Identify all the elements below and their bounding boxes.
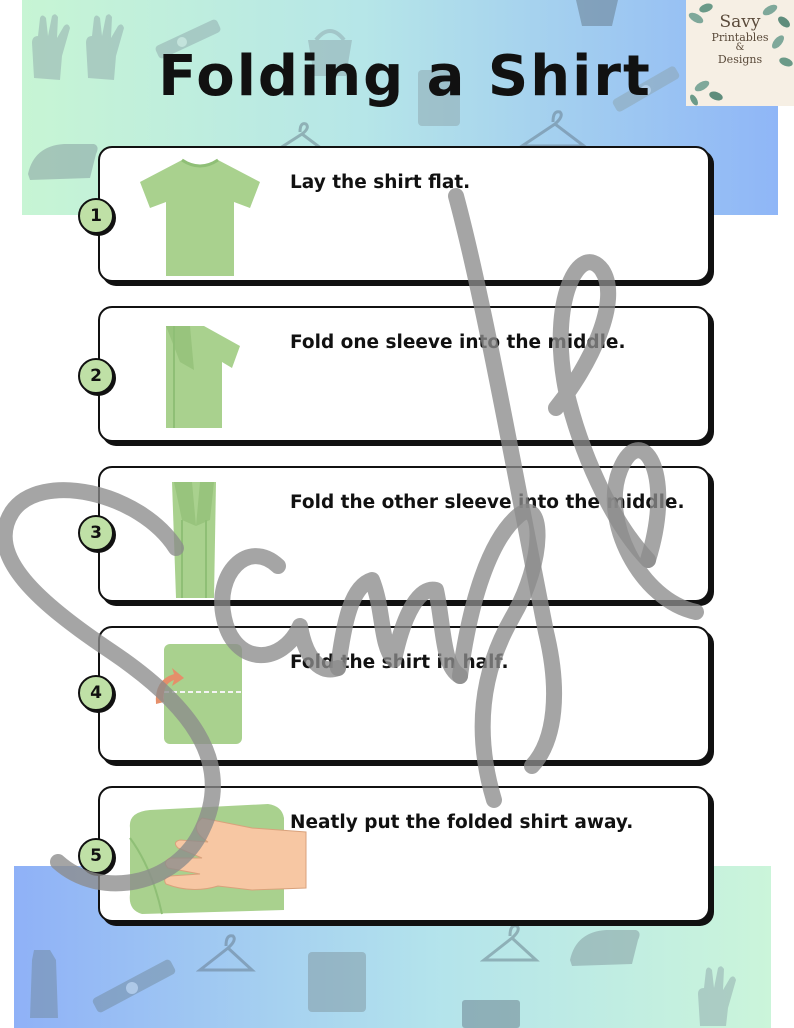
step-number-badge-1: 1: [78, 198, 114, 234]
both-sleeves-folded-shirt-icon: [166, 480, 226, 600]
brand-logo: [686, 0, 794, 106]
logo-name: Savy: [719, 12, 761, 32]
gloves-icon: [690, 960, 780, 1028]
page-title: Folding a Shirt: [158, 44, 652, 109]
step-text-4: Fold the shirt in half.: [290, 652, 509, 673]
logo-tagline: Printables: [711, 30, 769, 44]
step-number-badge-5: 5: [78, 838, 114, 874]
laundry-basket-icon: [456, 990, 526, 1028]
iron-icon: [566, 920, 646, 980]
logo-ampersand: &: [735, 42, 745, 54]
clothespin-icon: [84, 950, 184, 1020]
one-sleeve-folded-shirt-icon: [160, 322, 246, 430]
step-card-5: [98, 786, 710, 922]
logo-tagline-2: Designs: [717, 52, 763, 66]
flat-shirt-icon: [134, 156, 266, 280]
folded-clothes-icon: [304, 946, 370, 1016]
hanger-icon: [480, 920, 540, 966]
step-text-5: Neatly put the folded shirt away.: [290, 812, 634, 833]
hanger-icon: [196, 930, 256, 976]
step-number-badge-4: 4: [78, 675, 114, 711]
half-folded-shirt-icon: [154, 640, 246, 750]
step-number-badge-3: 3: [78, 515, 114, 551]
bucket-icon: [574, 0, 620, 30]
step-card-1: [98, 146, 710, 282]
step-card-3: [98, 466, 710, 602]
step-card-4: [98, 626, 710, 762]
step-text-2: Fold one sleeve into the middle.: [290, 332, 626, 353]
step-text-3: Fold the other sleeve into the middle.: [290, 492, 685, 513]
hand-on-folded-shirt-icon: [122, 798, 308, 916]
step-text-1: Lay the shirt flat.: [290, 172, 471, 193]
iron-icon: [24, 134, 104, 194]
step-card-2: [98, 306, 710, 442]
spray-bottle-icon: [26, 930, 66, 1020]
step-number-badge-2: 2: [78, 358, 114, 394]
